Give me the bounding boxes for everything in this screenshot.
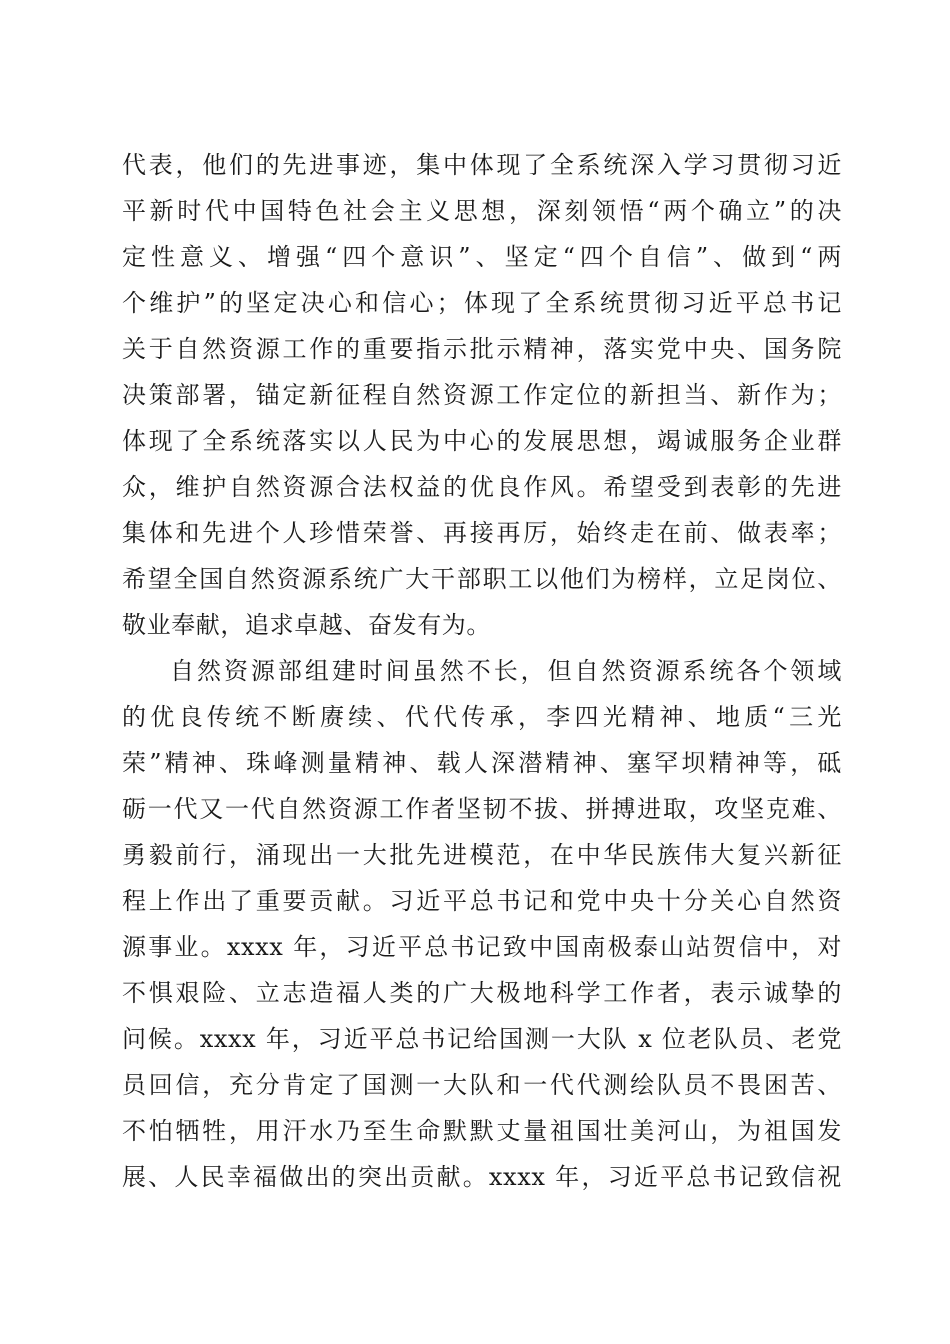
text-line: 不惧艰险、立志造福人类的广大极地科学工作者，表示诚挚的 (122, 979, 842, 1007)
text-line: 决策部署，锚定新征程自然资源工作定位的新担当、新作为； (122, 381, 842, 409)
paragraph-first-line: 自然资源部组建时间虽然不长，但自然资源系统各个领域 (170, 657, 842, 685)
text-line: 集体和先进个人珍惜荣誉、再接再厉，始终走在前、做表率； (122, 519, 842, 547)
text-line: 程上作出了重要贡献。习近平总书记和党中央十分关心自然资 (122, 887, 842, 915)
text-line: 敬业奉献，追求卓越、奋发有为。 (122, 611, 491, 639)
text-line: 众，维护自然资源合法权益的优良作风。希望受到表彰的先进 (122, 473, 842, 501)
text-line: 荣”精神、珠峰测量精神、载人深潜精神、塞罕坝精神等，砥 (122, 749, 842, 777)
text-line: 定性意义、增强“四个意识”、坚定“四个自信”、做到“两 (122, 243, 842, 271)
text-line: 的优良传统不断赓续、代代传承，李四光精神、地质“三光 (122, 703, 842, 731)
text-line: 展、人民幸福做出的突出贡献。xxxx 年，习近平总书记致信祝 (122, 1163, 842, 1191)
text-line: 勇毅前行，涌现出一大批先进模范，在中华民族伟大复兴新征 (122, 841, 842, 869)
text-line: 源事业。xxxx 年，习近平总书记致中国南极泰山站贺信中，对 (122, 933, 842, 961)
text-line: 关于自然资源工作的重要指示批示精神，落实党中央、国务院 (122, 335, 842, 363)
text-line: 平新时代中国特色社会主义思想，深刻领悟“两个确立”的决 (122, 197, 842, 225)
text-line: 砺一代又一代自然资源工作者坚韧不拔、拼搏进取，攻坚克难、 (122, 795, 842, 823)
text-line: 员回信，充分肯定了国测一大队和一代代测绘队员不畏困苦、 (122, 1071, 842, 1099)
text-line: 个维护”的坚定决心和信心；体现了全系统贯彻习近平总书记 (122, 289, 842, 317)
text-line: 代表，他们的先进事迹，集中体现了全系统深入学习贯彻习近 (122, 151, 842, 179)
text-line: 问候。xxxx 年，习近平总书记给国测一大队 x 位老队员、老党 (122, 1025, 842, 1053)
text-line: 不怕牺牲，用汗水乃至生命默默丈量祖国壮美河山，为祖国发 (122, 1117, 842, 1145)
text-line: 体现了全系统落实以人民为中心的发展思想，竭诚服务企业群 (122, 427, 842, 455)
body-text (122, 142, 842, 1200)
text-line: 希望全国自然资源系统广大干部职工以他们为榜样，立足岗位、 (122, 565, 842, 593)
